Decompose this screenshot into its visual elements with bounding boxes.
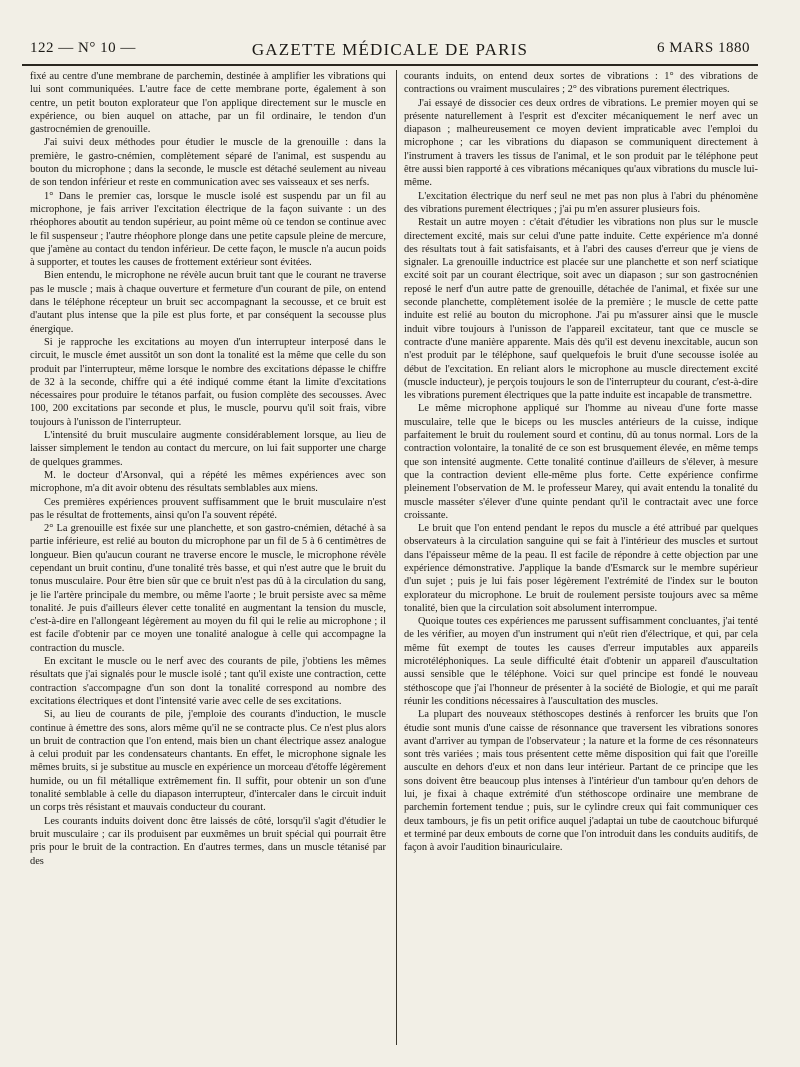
- paragraph: En excitant le muscle ou le nerf avec des courants de pile, j'obtiens les mêmes résultats que j'ai signalés pour le muscle isolé ; tant qu'il existe une contraction, cette contraction s'accompagne d'un son dont la tonalité correspond au nombre des excitations électriques et dont l'intensité varie avec celle de ses excitations.: [30, 656, 386, 707]
- paragraph: Le bruit que l'on entend pendant le repos du muscle a été attribué par quelques observateurs à la circulation sanguine qui se fait à l'intérieur des muscles et surtout dans l'épaisseur même de la peau. Il est facile de répondre à cette objection par une expérience démonstrative. J'applique la bande d'Esmarck sur le membre supérieur d'un sujet ; puis je lui fais poser légèrement l'extrémité de l'index sur le bouton explorateur du microphone. Le bruit de roulement persiste toujours avec sa même tonalité, bien que la circulation soit absolument interrompue.: [404, 523, 758, 614]
- left-column: [30, 70, 386, 1050]
- paragraph: courants induits, on entend deux sortes de vibrations : 1° des vibrations de contractions ou vraiment musculaires ; 2° des vibrations purement électriques.: [404, 71, 758, 96]
- journal-title: GAZETTE MÉDICALE DE PARIS: [251, 40, 529, 59]
- right-column: [404, 70, 758, 1050]
- paragraph: L'excitation électrique du nerf seul ne met pas non plus à l'abri du phénomène des vibrations purement électriques ; j'ai pu m'en assurer plusieurs fois.: [404, 190, 758, 215]
- paragraph: J'ai suivi deux méthodes pour étudier le muscle de la grenouille : dans la première, le gastro-cnémien, complètement séparé de l'animal, est suspendu au bouton du microphone ; dans la seconde, le muscle est détaché seulement au niveau de son tendon inférieur et reste en communication avec ses vaisseaux et ses nerfs.: [30, 137, 386, 189]
- paragraph: Quoique toutes ces expériences me parussent suffisamment concluantes, j'ai tenté de les vérifier, au moyen d'un instrument qui n'eût rien d'électrique, et qui, par cela même fût exempt de toutes les causes d'erreur imputables aux appareils microtéléphoniques. La seule difficulté était d'obtenir un appareil d'auscultation aussi sensible que le téléphone. Voici sur quel principe est fondé le nouveau stéthoscope que j'ai l'honneur de présenter à la société de Biologie, et qui me paraît réunir les conditions nécessaires à l'auscultation des muscles.: [404, 616, 758, 707]
- paragraph: Si je rapproche les excitations au moyen d'un interrupteur interposé dans le circuit, le muscle émet aussitôt un son dont la tonalité est la même que celle du son produit par l'interrupteur, même lorsque le nombre des excitations dépasse le chiffre de 32 à la seconde, chiffre qui a été indiqué comme étant la limite d'excitations nécessaires pour produire le tétanos parfait, ou fusion complète des secousses. Avec 100, 200 excitations par seconde et plus, le muscle, pourvu qu'il soit frais, vibre toujours à l'unisson de l'interrupteur.: [30, 336, 386, 428]
- paragraph: La plupart des nouveaux stéthoscopes destinés à renforcer les bruits que l'on étudie sont munis d'une caisse de résonnance que traversent les vibrations sonores avant d'arriver au tympan de l'observateur ; la nature et la forme de ces résonnateurs sont très variées ; mais tous présentent cette même disposition qui fait que l'oreille ausculte en dehors d'eux et non dans leur intérieur. Partant de ce principe que les sons doivent être beaucoup plus intenses à l'intérieur d'un tambour qu'en dehors de lui, je fixai à chaque extrémité d'un stéthoscope ordinaire une membrane de parchemin fortement tendue ; puis, sur le cylindre creux qui fait communiquer ces deux tambours, je fis un petit orifice auquel j'adaptai un tube de caoutchouc bifurqué et terminé par deux embouts de corne que l'on introduit dans les conduits auditifs, de façon à avoir l'audition binauriculaire.: [404, 709, 758, 854]
- paragraph: 1° Dans le premier cas, lorsque le muscle isolé est suspendu par un fil au microphone, je fais arriver l'excitation électrique de la façon suivante : un des rhéophores aboutit au tendon supérieur, au point même où ce tendon se continue avec le fil suspenseur ; l'autre rhéophore plonge dans une petite capsule pleine de mercure, que j'amène au contact du tendon inférieur. De cette façon, le muscle n'a aucun poids à supporter, et toutes les causes de frottement extérieur sont évitées.: [30, 190, 386, 269]
- paragraph: Restait un autre moyen : c'était d'étudier les vibrations non plus sur le muscle directement excité, mais sur celui d'une patte induite. Cette expérience m'a donné des résultats tout à fait satisfaisants, et à l'abri des causes d'erreur que je viens de signaler. La grenouille inductrice est placée sur une planchette et son nerf sciatique excité soit par un courant électrique, soit avec un diapason ; sur son gastrocnénien reposé le nerf d'un autre patte de grenouille, détachée de l'animal, et fixée sur une seconde planchette, complètement isolée de la première ; le muscle de cette patte induite est relié au bouton du microphone. J'ai pu m'assurer ainsi que le muscle induit vibre toujours à l'unisson de l'appareil excitateur, tant que ce muscle se contracte d'une manière apparente. Mais dès qu'il est devenu inexcitable, aucun son n'est produit par le téléphone, sauf quelquefois le bruit d'une secousse isolée au début de l'excitation. En reliant alors le microphone au muscle directement excité (muscle inducteur), je perçois toujours le son de l'interrupteur du courant, c'est-à-dire les vibrations purement électriques que la patte induite est incapable de transmettre.: [404, 217, 758, 402]
- paragraph: Le même microphone appliqué sur l'homme au niveau d'une forte masse musculaire, telle que le biceps ou les muscles antérieurs de la cuisse, indique parfaitement le bruit du roulement sourd et continu, dû au tonus normal. Lors de la contraction volontaire, la tonalité de ce son est brusquement élevée, en même temps que son intensité augmente. Cette tonalité continue d'ailleurs de s'élever, à mesure que la contraction devient elle-même plus forte. Cette expérience confirme pleinement l'observation de M. le professeur Marey, qui avait entendu la tonalité du muscle masséter s'élever d'une quinte pendant qu'il le contractait avec une force croissante.: [404, 403, 758, 521]
- paragraph: L'intensité du bruit musculaire augmente considérablement lorsque, au lieu de laisser simplement le tendon au contact du mercure, on lui fait supporter une charge de quelques grammes.: [30, 430, 386, 468]
- page-header: [30, 40, 750, 62]
- header-rule: [22, 64, 758, 66]
- paragraph: J'ai essayé de dissocier ces deux ordres de vibrations. Le premier moyen qui se présente naturellement à l'esprit est d'exciter mécaniquement le nerf avec un diapason ; malheureusement ce moyen devient impraticable avec l'emploi du microphone ; car les vibrations du diapason se communiquent directement à l'instrument à travers les tissus de l'animal, et le son produit par le téléphone peut être aussi bien rapporté à ces vibrations mécaniques qu'aux vibrations du muscle lui-même.: [404, 97, 758, 189]
- issue-date: 6 MARS 1880: [656, 40, 750, 56]
- paragraph: Les courants induits doivent donc être laissés de côté, lorsqu'il s'agit d'étudier le bruit musculaire ; car ils produisent par euxmêmes un bruit spécial qui pourrait être pris pour le bruit de la contraction. En d'autres termes, dans un muscle tétanisé par des: [30, 815, 386, 867]
- paragraph: fixé au centre d'une membrane de parchemin, destinée à amplifier les vibrations qui lui sont communiquées. L'autre face de cette membrane porte, également à son centre, un petit bouton explorateur que l'on applique directement sur le muscle en expérience, ou bien auquel on attache, par un fil ordinaire, le tendon d'un gastrocnémien de grenouille.: [30, 71, 386, 136]
- paragraph: Si, au lieu de courants de pile, j'emploie des courants d'induction, le muscle continue à émettre des sons, alors même qu'il ne se contracte plus. Ce n'est plus alors un bruit de contraction que l'on entend, mais bien un chant électrique assez analogue à celui produit par les condensateurs chantants. En effet, le microphone signale les mêmes bruits, si je substitue au muscle en expérience un morceau d'étoffe légèrement humide, ou un fil métallique extrêmement fin. Il suffit, pour obtenir un son d'une tonalité semblable à celle du diapason interrupteur, d'intercaler dans le circuit induit un corps très résistant et mauvais conducteur du courant.: [30, 709, 386, 814]
- page-number: 122 — N° 10 —: [30, 40, 136, 56]
- paragraph: Bien entendu, le microphone ne révèle aucun bruit tant que le courant ne traverse pas le muscle ; mais à chaque ouverture et fermeture d'un courant de pile, on entend dans le téléphone récepteur un bruit sec accompagnant la secousse, et ce bruit est d'autant plus intense que la pile est plus forte, et par conséquent la secousse plus énergique.: [30, 270, 386, 335]
- paragraph: 2° La grenouille est fixée sur une planchette, et son gastro-cnémien, détaché à sa partie inférieure, est relié au bouton du microphone par un fil de 5 à 6 centimètres de longueur. Bien qu'aucun courant ne traverse encore le muscle, le microphone révèle cependant un bruit continu, d'une tonalité très basse, et qui n'est autre que le bruit du tonus musculaire. Pour être bien sûr que ce bruit n'est pas dû à la circulation du sang, je lie l'artère principale du membre, ou même l'aorte ; le bruit persiste avec sa même tonalité. Je puis d'ailleurs élever cette tonalité en augmentant la tension du muscle, c'est-à-dire en l'allongeant légèrement au moyen du fil qui le relie au microphone ; il est facile d'obtenir par ce moyen une tonalité analogue à celle qui accompagne la contraction du muscle.: [30, 523, 386, 654]
- paragraph: Ces premières expériences prouvent suffisamment que le bruit musculaire n'est pas le résultat de frottements, ainsi qu'on l'a souvent répété.: [30, 496, 386, 521]
- column-divider: [396, 70, 397, 1045]
- paragraph: M. le docteur d'Arsonval, qui a répété les mêmes expériences avec son microphone, m'a dit avoir obtenu des résultats semblables aux miens.: [30, 469, 386, 495]
